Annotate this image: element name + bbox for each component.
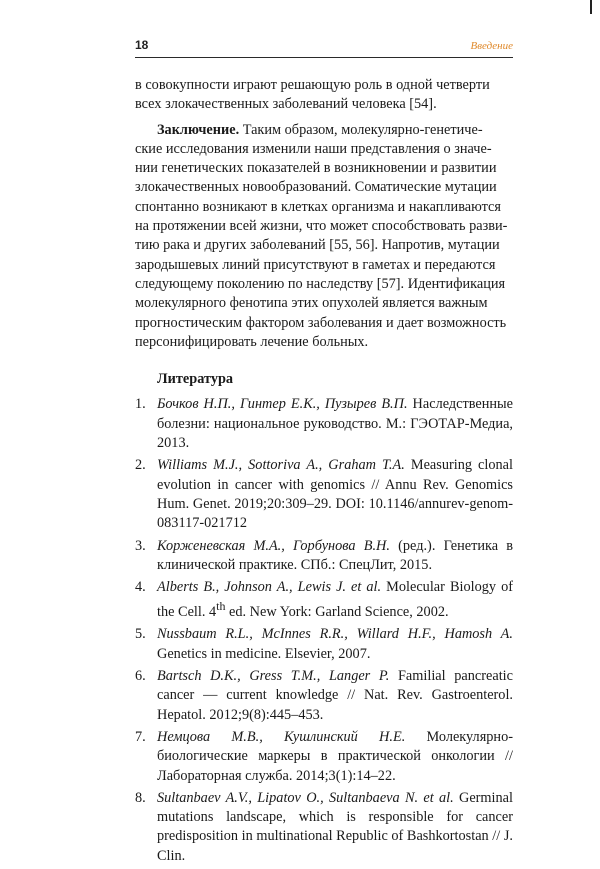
reference-details: Germinal mutations landscape, which is responsible for cancer predisposition in multinational Republic of Bashkortostan // J. Clin. bbox=[157, 789, 513, 864]
reference-details: ed. New York: Garland Science, 2002. bbox=[225, 604, 449, 621]
reference-item bbox=[135, 578, 513, 622]
text-line: молекулярного фенотипа этих опухолей является важным bbox=[135, 295, 488, 312]
reference-details: Молекулярно-биологические маркеры в практической онкологии // Лабораторная служба. 2014;3(1):14–22. bbox=[157, 728, 513, 784]
reference-number: 7. bbox=[135, 728, 146, 745]
reference-item bbox=[135, 537, 513, 576]
reference-text bbox=[157, 667, 513, 725]
paragraph-continuation bbox=[135, 76, 513, 115]
text-line: прогностическим фактором заболевания и дает возможность bbox=[135, 314, 507, 331]
reference-number: 3. bbox=[135, 537, 146, 554]
reference-text bbox=[157, 625, 513, 664]
reference-item bbox=[135, 625, 513, 664]
text-line: зародышевых линий присутствуют в гаметах и передаются bbox=[135, 256, 496, 273]
references-list bbox=[135, 395, 513, 866]
superscript: th bbox=[216, 599, 226, 614]
reference-text bbox=[157, 578, 513, 622]
reference-item bbox=[135, 395, 513, 453]
reference-number: 8. bbox=[135, 789, 146, 806]
reference-details: (ред.). Генетика в клинической практике. СПб.: СпецЛит, 2015. bbox=[157, 537, 514, 573]
page-number: 18 bbox=[135, 38, 149, 52]
text-line: спонтанно возникают в клетках организма и накапливаются bbox=[135, 198, 501, 215]
reference-number: 1. bbox=[135, 396, 146, 413]
reference-details: Наследственные болезни: национальное руководство. М.: ГЭОТАР-Медиа, 2013. bbox=[157, 396, 513, 452]
text-line bbox=[135, 121, 513, 140]
reference-item bbox=[135, 456, 513, 533]
reference-authors: Корженевская М.А., Горбунова В.Н. bbox=[157, 537, 390, 554]
text-line: следующему поколению по наследству [57]. Идентификация bbox=[135, 275, 506, 292]
reference-authors: Немцова М.В., Кушлинский Н.Е. bbox=[157, 728, 406, 745]
reference-authors: Bartsch D.K., Gress T.M., Langer P. bbox=[157, 668, 390, 685]
reference-text bbox=[157, 789, 513, 866]
reference-authors: Alberts B., Johnson A., Lewis J. et al. bbox=[157, 579, 382, 596]
text-line: нии генетических показателей в возникновении и развитии bbox=[135, 160, 497, 177]
reference-item bbox=[135, 667, 513, 725]
text-line: всех злокачественных заболеваний человека [54]. bbox=[135, 96, 437, 113]
text-fragment: Таким образом, молекулярно-генетиче- bbox=[239, 121, 483, 138]
text-line: тию рака и других заболеваний [55, 56]. Напротив, мутации bbox=[135, 237, 500, 254]
references-heading: Литература bbox=[157, 371, 234, 388]
reference-text bbox=[157, 537, 513, 576]
reference-number: 5. bbox=[135, 626, 146, 643]
reference-details: Molecular Biology of the Cell. 4 bbox=[157, 579, 513, 621]
reference-number: 6. bbox=[135, 668, 146, 685]
reference-authors: Sultanbaev A.V., Lipatov O., Sultanbaeva N. et al. bbox=[157, 789, 454, 806]
reference-number: 4. bbox=[135, 579, 146, 596]
text-line: на протяжении всей жизни, что может способствовать разви- bbox=[135, 218, 508, 235]
paragraph-conclusion bbox=[135, 121, 513, 353]
page-body bbox=[135, 76, 513, 869]
page-header bbox=[135, 38, 513, 58]
reference-details: Familial pancreatic cancer — current knowledge // Nat. Rev. Gastroenterol. Hepatol. 2012;9(8):445–453. bbox=[157, 668, 513, 723]
text-line: злокачественных новообразований. Соматические мутации bbox=[135, 179, 497, 196]
page-edge-mark bbox=[590, 0, 592, 14]
conclusion-label: Заключение. bbox=[157, 121, 240, 138]
reference-number: 2. bbox=[135, 457, 146, 474]
reference-details: Genetics in medicine. Elsevier, 2007. bbox=[157, 645, 371, 662]
reference-authors: Williams M.J., Sottoriva A., Graham T.A. bbox=[157, 457, 405, 474]
reference-item bbox=[135, 789, 513, 866]
text-line: в совокупности играют решающую роль в одной четверти bbox=[135, 77, 490, 93]
reference-authors: Nussbaum R.L., McInnes R.R., Willard H.F., Hamosh A. bbox=[157, 626, 513, 643]
reference-item bbox=[135, 728, 513, 786]
text-line: персонифицировать лечение больных. bbox=[135, 333, 369, 350]
running-section-title: Введение bbox=[470, 40, 513, 52]
reference-authors: Бочков Н.П., Гинтер Е.К., Пузырев В.П. bbox=[157, 396, 408, 413]
reference-text bbox=[157, 456, 513, 533]
reference-details: Measuring clonal evolution in cancer with genomics // Annu Rev. Genomics Hum. Genet. 2019;20:309–29. DOI: 10.1146/annurev-genom-083117-021712 bbox=[157, 457, 513, 532]
text-line: ские исследования изменили наши представления о значе- bbox=[135, 140, 492, 157]
reference-text bbox=[157, 395, 513, 453]
reference-text bbox=[157, 728, 513, 786]
